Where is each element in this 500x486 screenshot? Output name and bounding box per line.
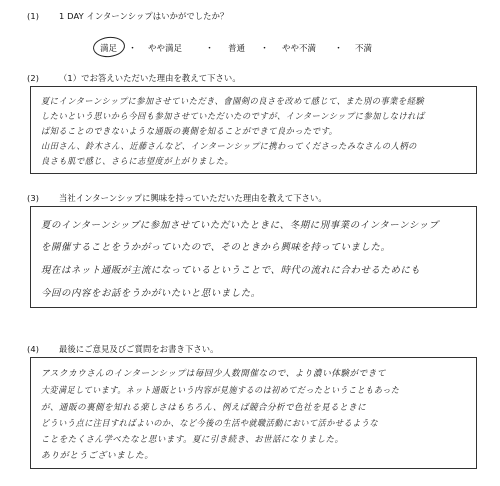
handwritten-line: を開催することをうかがっていたので、そのときから興味を持っていました。 (41, 242, 391, 253)
rating-option-2: やや満足 (148, 44, 183, 54)
answer-box-3 (30, 206, 477, 308)
question-text: 最後にご意見及びご質問をお書き下さい。 (59, 344, 219, 354)
handwritten-line: ありがとうございました。 (41, 451, 154, 461)
handwritten-line: どういう点に注目すればよいのか、など今後の生活や就職活動において活かせるような (41, 419, 379, 429)
question-text: 当社インターンシップに興味を持っていただいた理由を教えて下さい。 (59, 193, 327, 203)
handwritten-line: 良さも肌で感じ、さらに志望度が上がりました。 (41, 157, 234, 167)
question-1 (27, 10, 228, 22)
handwritten-line: 山田さん、鈴木さん、近藤さんなど、インターンシップに携わってくださったみなさんの人柄の (41, 142, 417, 152)
question-text: 1 DAY インターンシップはいかがでしたか？ (59, 11, 229, 21)
rating-separator: ・ (128, 44, 138, 54)
rating-separator: ・ (334, 44, 344, 54)
handwritten-line: 夏のインターンシップに参加させていただいたときに、冬期に別事業のインターンシップ (41, 220, 439, 231)
handwritten-line: が、通販の裏側を知れる楽しさはもちろん、例えば競合分析で色社を見るときに (41, 403, 367, 413)
question-number: (3) (27, 193, 40, 203)
handwritten-line: ば知ることのできないような通販の裏側を知ることができて良かったです。 (41, 127, 338, 137)
answer-box-2 (30, 86, 477, 174)
question-number: (2) (27, 73, 40, 83)
handwritten-line: 夏にインターンシップに参加させていただき、會園剣の良さを改めて感じて、また別の事業を経験 (41, 97, 425, 107)
question-2 (27, 72, 241, 84)
handwritten-line: 現在はネット通販が主流になっているということで、時代の流れに合わせるためにも (41, 265, 421, 276)
question-4 (27, 343, 219, 355)
rating-option-3: 普通 (228, 44, 246, 54)
handwritten-line: 今回の内容をお話をうかがいたいと思いました。 (41, 288, 261, 299)
handwritten-line: アスクカウさんのインターンシップは毎回少人数開催なので、より濃い体験ができて (41, 369, 386, 379)
handwritten-line: したいという思いから今回も参加させていただいたのですが、インターンシップに参加しなければ (41, 112, 425, 122)
handwritten-line: 大変満足しています。ネット通販という内容が見施するのは初めてだったということもあった (41, 386, 400, 396)
question-text: （1）でお答えいただいた理由を教えて下さい。 (59, 73, 241, 83)
handwritten-line: ことをたくさん学べたなと思います。夏に引き続き、お世話になりました。 (41, 435, 344, 445)
rating-option-5: 不満 (355, 44, 373, 54)
question-number: (4) (27, 344, 40, 354)
satisfaction-rating (100, 42, 450, 56)
rating-option-4: やや不満 (282, 44, 317, 54)
question-3 (27, 192, 327, 204)
question-number: (1) (27, 11, 40, 21)
rating-separator: ・ (205, 44, 215, 54)
rating-option-1: 満足 (100, 44, 118, 54)
answer-box-4 (30, 357, 477, 469)
rating-separator: ・ (260, 44, 270, 54)
